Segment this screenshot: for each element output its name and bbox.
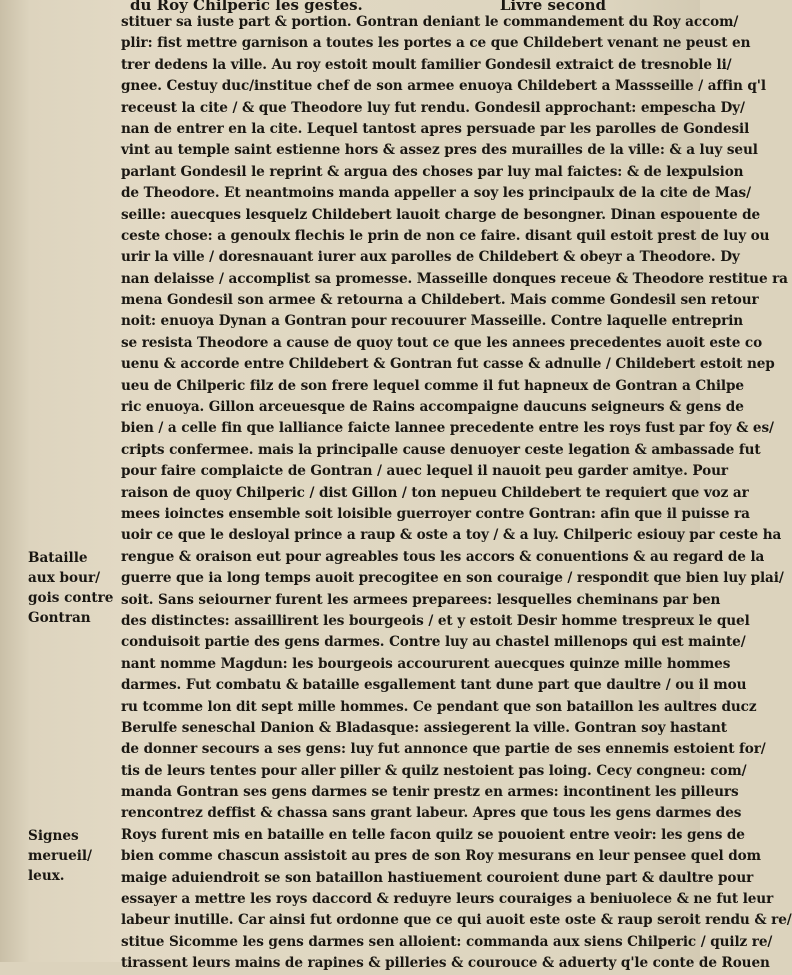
text-line: de donner secours a ses gens: luy fut annonce que partie de ses ennemis estoient for/ (121, 741, 766, 758)
text-line: cripts confermee. mais la principalle cause denuoyer ceste legation & ambassade fut (121, 441, 761, 458)
marginal-line: gois contre (28, 590, 114, 606)
text-line: tirassent leurs mains de rapines & pilleries & courouce & aduerty q'le conte de Rouen (121, 955, 770, 972)
marginal-line: merueil/ (28, 848, 93, 864)
marginal-line: Gontran (28, 610, 91, 626)
text-line: ru tcomme lon dit sept mille hommes. Ce pendant que son bataillon les aultres ducz (121, 698, 757, 715)
text-line: bien comme chascun assistoit au pres de son Roy mesurans en leur pensee quel dom (121, 848, 761, 865)
text-line: des distinctes: assaillirent les bourgeois / et y estoit Desir homme trespreux le quel (121, 612, 750, 629)
main-text-block (121, 12, 792, 975)
text-line: ueu de Chilperic filz de son frere lequel comme il fut hapneux de Gontran a Chilpe (121, 377, 744, 394)
text-line: ric enuoya. Gillon arceuesque de Rains accompaigne daucuns seigneurs & gens de (121, 399, 744, 416)
running-head-right: Livre second (499, 0, 606, 14)
text-line: essayer a mettre les roys daccord & reduyre leurs couraiges a beniuolece & ne fut leur (121, 891, 774, 908)
text-line: trer dedens la ville. Au roy estoit moult familier Gondesil extraict de tresnoble li/ (121, 56, 732, 73)
text-line: mena Gondesil son armee & retourna a Childebert. Mais comme Gondesil sen retour (121, 292, 759, 309)
text-line: labeur inutille. Car ainsi fut ordonne que ce qui auoit este oste & raup seroit rendu & re/ (121, 912, 792, 929)
marginal-note-signes (28, 826, 112, 886)
text-line: rengue & oraison eut pour agreables tous les accors & conuentions & au regard de la (121, 548, 765, 565)
text-line: stitue Sicomme les gens darmes sen alloient: commanda aux siens Chilperic / quilz re/ (121, 933, 773, 950)
marginal-line: Signes (28, 828, 79, 844)
text-line: Roys furent mis en bataille en telle facon quilz se pouoient entre veoir: les gens de (121, 826, 745, 843)
text-line: maige aduiendroit se son bataillon hastiuement couroient dune part & daultre pour (121, 869, 754, 886)
text-line: vint au temple saint estienne hors & assez pres des murailles de la ville: & a luy seul (121, 142, 758, 159)
text-line: receust la cite / & que Theodore luy fut rendu. Gondesil approchant: empescha Dy/ (121, 99, 745, 116)
marginal-line: Bataille (28, 550, 88, 566)
marginal-line: aux bour/ (28, 570, 101, 586)
text-line: se resista Theodore a cause de quoy tout ce que les annees precedentes auoit este co (121, 334, 763, 351)
text-line: bien / a celle fin que lalliance faicte lannee precedente entre les roys fust par foy & es/ (121, 420, 774, 437)
text-line: gnee. Cestuy duc/institue chef de son armee enuoya Childebert a Massseille / affin q'l (121, 78, 766, 95)
text-line: conduisoit partie des gens darmes. Contre luy au chastel millenops qui est mainte/ (121, 634, 746, 651)
text-line: uoir ce que le desloyal prince a raup & oste a toy / & a luy. Chilperic esiouy par ceste ha (121, 527, 782, 544)
text-line: uenu & accorde entre Childebert & Gontran fut casse & adnulle / Childebert estoit nep (121, 356, 775, 373)
text-line: nan delaisse / accomplist sa promesse. Masseille donques receue & Theodore restitue ra (121, 270, 788, 287)
text-line: ceste chose: a genoulx flechis le prin de non ce faire. disant quil estoit prest de luy ou (121, 227, 770, 244)
text-line: stituer sa iuste part & portion. Gontran deniant le commandement du Roy accom/ (121, 14, 739, 30)
text-line: de Theodore. Et neantmoins manda appeller a soy les principaulx de la cite de Mas/ (121, 185, 751, 202)
text-line: mees ioinctes ensemble soit loisible guerroyer contre Gontran: afin que il puisse ra (121, 505, 750, 522)
text-line: urir la ville / doresnauant iurer aux parolles de Childebert & obeyr a Theodore. Dy (121, 249, 740, 266)
text-line: manda Gontran ses gens darmes se tenir prestz en armes: incontinent les pilleurs (121, 784, 739, 801)
running-head-left: du Roy Chilperic les gestes. (130, 0, 363, 14)
text-line: Berulfe seneschal Danion & Bladasque: assiegerent la ville. Gontran soy hastant (121, 719, 727, 736)
text-line: plir: fist mettre garnison a toutes les portes a ce que Childebert venant ne peust en (121, 35, 751, 52)
text-line: rencontrez deffist & chassa sans grant labeur. Apres que tous les gens darmes des (121, 805, 742, 822)
text-line: nant nomme Magdun: les bourgeois accoururent auecques quinze mille hommes (121, 655, 731, 672)
marginal-note-bataille (28, 548, 112, 628)
text-line: soit. Sans seiourner furent les armees preparees: lesquelles cheminans par ben (121, 591, 721, 608)
text-line: seille: auecques lesquelz Childebert lauoit charge de besongner. Dinan espouente de (121, 206, 761, 223)
text-line: raison de quoy Chilperic / dist Gillon / ton nepueu Childebert te requiert que voz ar (121, 484, 749, 501)
text-line: parlant Gondesil le reprint & argua des choses par luy mal faictes: & de lexpulsion (121, 163, 744, 180)
text-line: guerre que ia long temps auoit precogitee en son couraige / respondit que bien luy plai/ (121, 570, 784, 587)
marginal-line: leux. (28, 868, 65, 884)
text-line: tis de leurs tentes pour aller piller & quilz nestoient pas loing. Cecy congneu: com/ (121, 762, 747, 779)
text-line: pour faire complaicte de Gontran / auec lequel il nauoit peu garder amitye. Pour (121, 463, 728, 480)
text-line: noit: enuoya Dynan a Gontran pour recouurer Masseille. Contre laquelle entreprin (121, 313, 744, 330)
text-line: nan de entrer en la cite. Lequel tantost apres persuade par les parolles de Gondesil (121, 120, 750, 137)
text-line: darmes. Fut combatu & bataille esgallement tant dune part que daultre / ou il mou (121, 677, 747, 694)
